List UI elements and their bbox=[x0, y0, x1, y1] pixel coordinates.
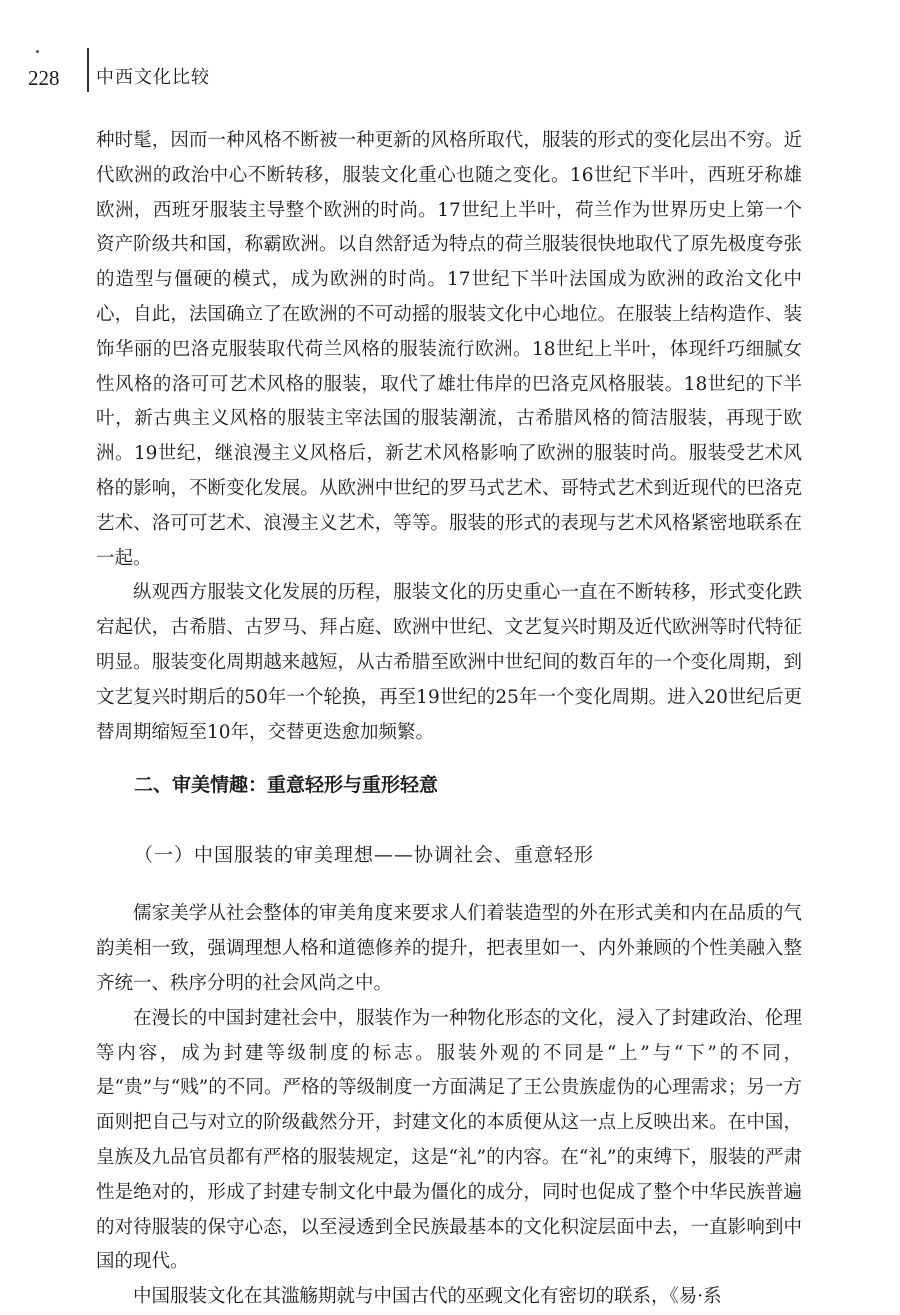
section-heading: 二、审美情趣：重意轻形与重形轻意 bbox=[134, 774, 439, 797]
paragraph-continued: 种时髦，因而一种风格不断被一种更新的风格所取代，服装的形式的变化层出不穷。近代欧洲的政治中心不断转移，服装文化重心也随之变化。16世纪下半叶，西班牙称雄欧洲，西班牙服装主导整个欧洲的时尚。17世纪上半叶，荷兰作为世界历史上第一个资产阶级共和国，称霸欧洲。以自然舒适为特点的荷兰服装很快地取代了原先极度夸张的造型与僵硬的模式，成为欧洲的时尚。17世纪下半叶法国成为欧洲的政治文化中心，自此，法国确立了在欧洲的不可动摇的服装文化中心地位。在服装上结构造作、装饰华丽的巴洛克服装取代荷兰风格的服装流行欧洲。18世纪上半叶，体现纤巧细腻女性风格的洛可可艺术风格的服装，取代了雄壮伟岸的巴洛克风格服装。18世纪的下半叶，新古典主义风格的服装主宰法国的服装潮流，古希腊风格的简洁服装，再现于欧洲。19世纪，继浪漫主义风格后，新艺术风格影响了欧洲的服装时尚。服装受艺术风格的影响，不断变化发展。从欧洲中世纪的罗马式艺术、哥特式艺术到近现代的巴洛克艺术、洛可可艺术、浪漫主义艺术，等等。服装的形式的表现与艺术风格紧密地联系在一起。 bbox=[96, 130, 802, 569]
running-title: 中西文化比较 bbox=[96, 67, 210, 88]
paragraph: 儒家美学从社会整体的审美角度来要求人们着装造型的外在形式美和内在品质的气韵美相一致，强调理想人格和道德修养的提升，把表里如一、内外兼顾的个性美融入整齐统一、秩序分明的社会风尚之中。 bbox=[96, 903, 802, 994]
scan-speck bbox=[36, 50, 39, 53]
page-number: 228 bbox=[28, 66, 60, 90]
paragraph: 中国服装文化在其滥觞期就与中国古代的巫觋文化有密切的联系，《易·系 bbox=[133, 1286, 722, 1308]
paragraph: 纵观西方服装文化发展的历程，服装文化的历史重心一直在不断转移，形式变化跌宕起伏，古希腊、古罗马、拜占庭、欧洲中世纪、文艺复兴时期及近代欧洲等时代特征明显。服装变化周期越来越短，从古希腊至欧洲中世纪间的数百年的一个变化周期，到文艺复兴时期后的50年一个轮换，再至19世纪的25年一个变化周期。进入20世纪后更替周期缩短至10年，交替更迭愈加频繁。 bbox=[96, 582, 802, 743]
page-header bbox=[28, 48, 328, 94]
subsection-heading: （一）中国服装的审美理想——协调社会、重意轻形 bbox=[134, 844, 595, 867]
header-divider bbox=[87, 48, 89, 92]
page-body bbox=[96, 124, 802, 1315]
paragraph: 在漫长的中国封建社会中，服装作为一种物化形态的文化，浸入了封建政治、伦理等内容，成为封建等级制度的标志。服装外观的不同是“上”与“下”的不同，是“贵”与“贱”的不同。严格的等级制度一方面满足了王公贵族虚伪的心理需求；另一方面则把自己与对立的阶级截然分开，封建文化的本质便从这一点上反映出来。在中国，皇族及九品官员都有严格的服装规定，这是“礼”的内容。在“礼”的束缚下，服装的严肃性是绝对的，形成了封建专制文化中最为僵化的成分，同时也促成了整个中华民族普遍的对待服装的保守心态，以至浸透到全民族最基本的文化积淀层面中去，一直影响到中国的现代。 bbox=[96, 1007, 802, 1273]
